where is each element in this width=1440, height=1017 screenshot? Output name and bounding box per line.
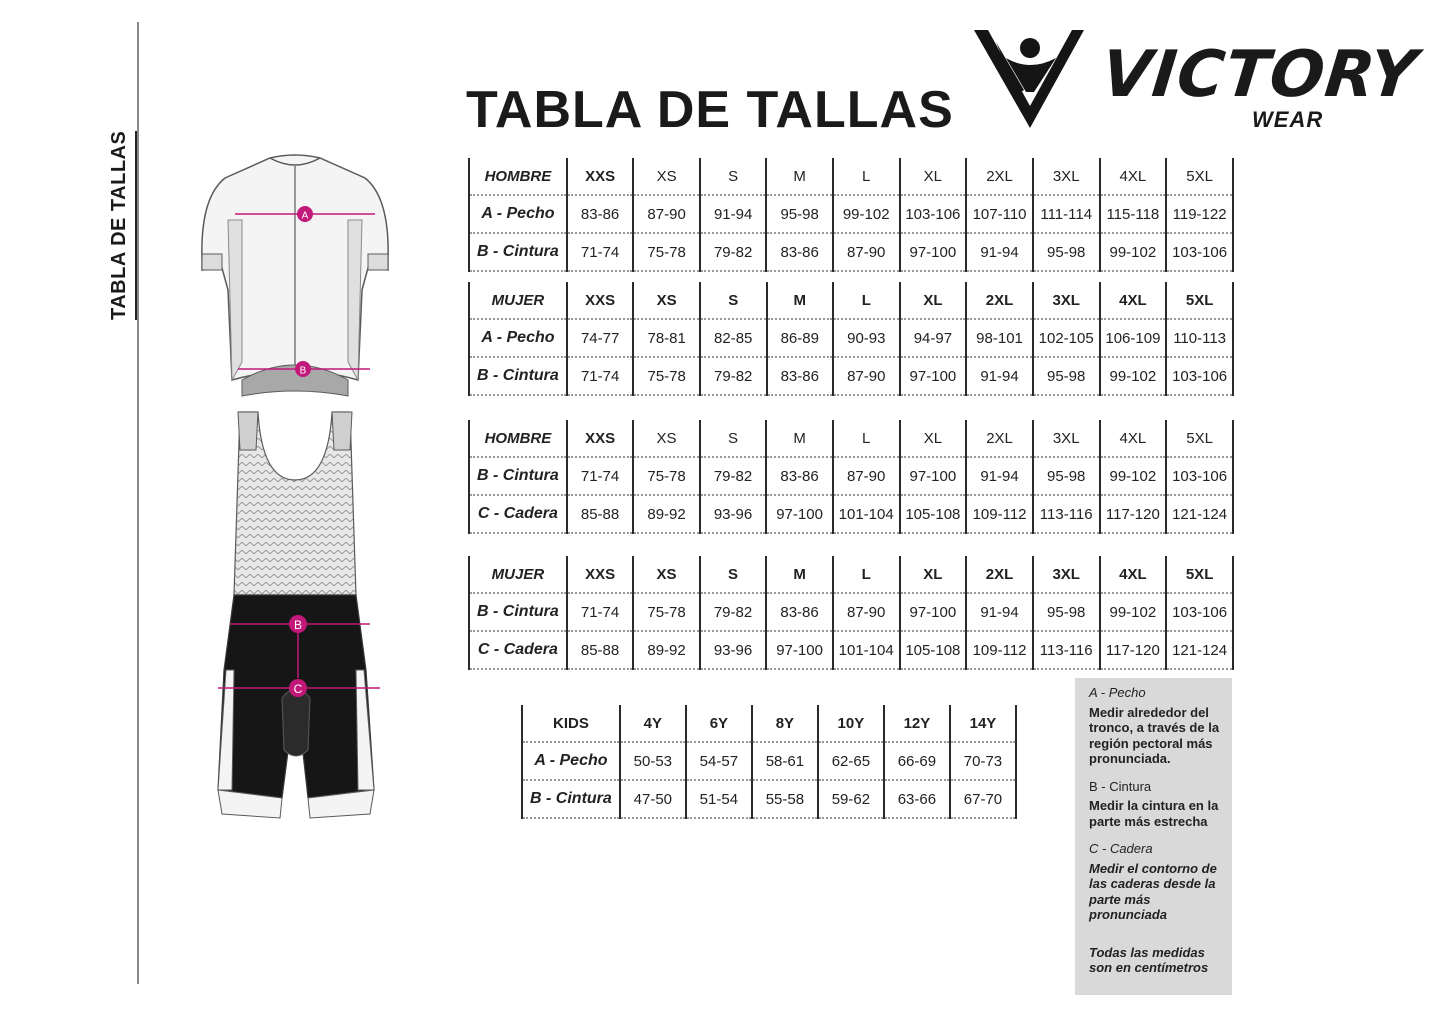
table-cell: XL: [900, 282, 967, 319]
table-cell: XL: [900, 158, 967, 195]
table-cell: 99-102: [1100, 457, 1167, 495]
table-cell: 93-96: [700, 495, 766, 533]
table-cell: XXS: [567, 420, 633, 457]
table-row: [522, 742, 1016, 780]
info-units-note: Todas las medidas son en centímetros: [1089, 944, 1209, 975]
table-cell: 78-81: [633, 319, 700, 357]
table-cell: L: [833, 158, 900, 195]
table-cell: M: [767, 282, 834, 319]
table-cell: 117-120: [1100, 631, 1167, 669]
info-pecho-heading: A - Pecho: [1089, 685, 1146, 700]
table-cell: A - Pecho: [522, 742, 620, 780]
table-cell: XS: [633, 158, 700, 195]
table-row: [469, 457, 1233, 495]
table-cell: B - Cintura: [469, 593, 567, 631]
table-cell: 83-86: [767, 357, 834, 395]
info-cintura-text: Medir la cintura en la parte más estrecha: [1089, 798, 1219, 829]
table-cell: 86-89: [767, 319, 834, 357]
table-cell: 91-94: [966, 357, 1033, 395]
table-cell: 87-90: [833, 357, 900, 395]
table-cell: 66-69: [884, 742, 950, 780]
table-cell: 71-74: [567, 457, 633, 495]
table-cell: 71-74: [567, 233, 634, 271]
table-cell: 83-86: [766, 457, 833, 495]
table-cell: 101-104: [833, 495, 900, 533]
table-cell: 103-106: [1166, 233, 1233, 271]
table-cell: 4XL: [1100, 420, 1167, 457]
table-cell: 5XL: [1166, 420, 1233, 457]
table-cell: 8Y: [752, 705, 818, 742]
table-cell: 105-108: [900, 631, 967, 669]
table-cell: 103-106: [1166, 457, 1233, 495]
table-cell: L: [833, 282, 900, 319]
hombre-jersey-table: [468, 158, 1234, 272]
table-cell: 2XL: [966, 158, 1033, 195]
table-cell: 97-100: [900, 457, 967, 495]
table-cell: 54-57: [686, 742, 752, 780]
table-cell: 47-50: [620, 780, 686, 818]
table-row: [522, 780, 1016, 818]
table-cell: 4Y: [620, 705, 686, 742]
table-cell: 59-62: [818, 780, 884, 818]
table-cell: XL: [900, 556, 967, 593]
table-row: [469, 495, 1233, 533]
info-cadera-text: Medir el contorno de las caderas desde la parte más pronunciada: [1089, 860, 1217, 922]
table-cell: XXS: [567, 158, 634, 195]
table-cell: 91-94: [966, 457, 1033, 495]
kids-table: [521, 705, 1017, 819]
table-cell: S: [700, 282, 767, 319]
table-cell: 75-78: [633, 233, 700, 271]
table-cell: 87-90: [633, 195, 700, 233]
table-cell: 12Y: [884, 705, 950, 742]
marker-b-jersey: B: [299, 365, 307, 377]
table-cell: 14Y: [950, 705, 1016, 742]
table-cell: 99-102: [1100, 233, 1167, 271]
table-cell: 2XL: [966, 420, 1033, 457]
table-cell: B - Cintura: [469, 457, 567, 495]
table-cell: 85-88: [567, 631, 633, 669]
table-cell: XS: [633, 282, 700, 319]
table-cell: 75-78: [633, 357, 700, 395]
table-cell: M: [766, 158, 833, 195]
table-cell: M: [766, 420, 833, 457]
table-cell: 93-96: [700, 631, 766, 669]
table-cell: 95-98: [766, 195, 833, 233]
table-cell: 2XL: [966, 282, 1033, 319]
table-cell: 99-102: [1100, 593, 1167, 631]
table-cell: A - Pecho: [469, 195, 567, 233]
table-row: [469, 593, 1233, 631]
table-cell: XS: [633, 556, 699, 593]
table-cell: 3XL: [1033, 158, 1100, 195]
table-cell: 87-90: [833, 233, 900, 271]
table-cell: C - Cadera: [469, 495, 567, 533]
table-cell: 87-90: [833, 593, 900, 631]
table-cell: 62-65: [818, 742, 884, 780]
table-cell: 97-100: [900, 593, 967, 631]
table-cell: 4XL: [1100, 158, 1167, 195]
marker-a-jersey: A: [301, 210, 309, 222]
table-cell: 5XL: [1166, 158, 1233, 195]
table-cell: XXS: [567, 282, 634, 319]
table-cell: 83-86: [766, 593, 833, 631]
table-cell: 106-109: [1100, 319, 1167, 357]
table-cell: 5XL: [1166, 282, 1233, 319]
table-cell: XXS: [567, 556, 633, 593]
info-pecho-text: Medir alrededor del tronco, a través de la región pectoral más pronunciada.: [1089, 704, 1220, 766]
table-cell: 89-92: [633, 631, 699, 669]
logo-subtext: WEAR: [1252, 107, 1324, 132]
table-cell: 3XL: [1033, 556, 1100, 593]
table-cell: 117-120: [1100, 495, 1167, 533]
page-title: TABLA DE TALLAS: [466, 81, 954, 139]
table-cell: 71-74: [567, 593, 633, 631]
table-cell: 5XL: [1166, 556, 1233, 593]
table-row: [469, 195, 1233, 233]
table-cell: B - Cintura: [522, 780, 620, 818]
table-cell: 94-97: [900, 319, 967, 357]
table-cell: HOMBRE: [469, 158, 567, 195]
table-cell: 97-100: [766, 631, 833, 669]
table-cell: A - Pecho: [469, 319, 567, 357]
victory-logo-icon: [972, 28, 1092, 138]
table-cell: 2XL: [966, 556, 1033, 593]
table-cell: 103-106: [1166, 357, 1233, 395]
table-cell: 85-88: [567, 495, 633, 533]
table-cell: 67-70: [950, 780, 1016, 818]
table-cell: 70-73: [950, 742, 1016, 780]
table-cell: 4XL: [1100, 282, 1167, 319]
table-cell: 83-86: [567, 195, 634, 233]
table-cell: MUJER: [469, 556, 567, 593]
table-cell: B - Cintura: [469, 357, 567, 395]
table-row: [469, 631, 1233, 669]
table-cell: XL: [900, 420, 967, 457]
table-row: [469, 233, 1233, 271]
table-cell: 79-82: [700, 457, 766, 495]
table-cell: 91-94: [966, 233, 1033, 271]
table-cell: 63-66: [884, 780, 950, 818]
table-cell: 97-100: [900, 233, 967, 271]
table-cell: 79-82: [700, 357, 767, 395]
table-cell: 99-102: [833, 195, 900, 233]
measurement-info-box: [1075, 678, 1232, 995]
table-cell: 87-90: [833, 457, 900, 495]
table-cell: 58-61: [752, 742, 818, 780]
bib-shorts-drawing: [218, 412, 380, 818]
table-cell: L: [833, 556, 900, 593]
table-cell: S: [700, 420, 766, 457]
table-cell: 83-86: [766, 233, 833, 271]
brand-logo: [972, 28, 1422, 138]
table-cell: 115-118: [1100, 195, 1167, 233]
table-cell: 95-98: [1033, 233, 1100, 271]
info-cadera-heading: C - Cadera: [1089, 841, 1153, 856]
table-cell: 71-74: [567, 357, 634, 395]
logo-wordmark: VICTORY: [1098, 38, 1422, 112]
table-cell: 82-85: [700, 319, 767, 357]
table-cell: 121-124: [1166, 495, 1233, 533]
table-cell: 10Y: [818, 705, 884, 742]
table-cell: 89-92: [633, 495, 699, 533]
table-cell: 99-102: [1100, 357, 1167, 395]
table-cell: 55-58: [752, 780, 818, 818]
mujer-shorts-table: [468, 556, 1234, 670]
table-cell: M: [766, 556, 833, 593]
marker-b-shorts: B: [293, 618, 303, 632]
table-cell: 98-101: [966, 319, 1033, 357]
table-header-row: [469, 282, 1233, 319]
table-cell: 79-82: [700, 593, 766, 631]
table-cell: 102-105: [1033, 319, 1100, 357]
table-cell: L: [833, 420, 900, 457]
table-cell: 3XL: [1033, 282, 1100, 319]
hombre-shorts-table: [468, 420, 1234, 534]
table-cell: 103-106: [1166, 593, 1233, 631]
table-cell: 3XL: [1033, 420, 1100, 457]
table-cell: 4XL: [1100, 556, 1167, 593]
table-cell: 119-122: [1166, 195, 1233, 233]
table-cell: 95-98: [1033, 593, 1100, 631]
table-cell: 95-98: [1033, 357, 1100, 395]
info-cintura-heading: B - Cintura: [1089, 778, 1152, 794]
table-cell: 105-108: [900, 495, 967, 533]
table-cell: 75-78: [633, 593, 699, 631]
table-header-row: [522, 705, 1016, 742]
table-cell: KIDS: [522, 705, 620, 742]
table-cell: S: [700, 556, 766, 593]
table-cell: 111-114: [1033, 195, 1100, 233]
table-cell: 101-104: [833, 631, 900, 669]
table-cell: 51-54: [686, 780, 752, 818]
table-cell: 50-53: [620, 742, 686, 780]
garment-illustration: [190, 150, 400, 840]
table-row: [469, 357, 1233, 395]
table-cell: 91-94: [700, 195, 767, 233]
table-cell: 91-94: [966, 593, 1033, 631]
table-cell: HOMBRE: [469, 420, 567, 457]
table-cell: 107-110: [966, 195, 1033, 233]
table-cell: 97-100: [900, 357, 967, 395]
jersey-drawing: [202, 155, 388, 396]
table-cell: 121-124: [1166, 631, 1233, 669]
side-divider: [137, 22, 139, 984]
table-cell: 113-116: [1033, 631, 1100, 669]
table-cell: 113-116: [1033, 495, 1100, 533]
table-cell: 95-98: [1033, 457, 1100, 495]
table-cell: 90-93: [833, 319, 900, 357]
table-cell: 109-112: [966, 495, 1033, 533]
side-title: TABLA DE TALLAS: [108, 131, 137, 320]
marker-c-shorts: C: [293, 682, 303, 696]
table-cell: 110-113: [1166, 319, 1233, 357]
table-cell: 103-106: [900, 195, 967, 233]
table-cell: B - Cintura: [469, 233, 567, 271]
table-header-row: [469, 556, 1233, 593]
table-cell: S: [700, 158, 767, 195]
table-cell: 74-77: [567, 319, 634, 357]
table-cell: 97-100: [766, 495, 833, 533]
table-cell: 109-112: [966, 631, 1033, 669]
table-cell: 79-82: [700, 233, 767, 271]
table-cell: MUJER: [469, 282, 567, 319]
table-header-row: [469, 420, 1233, 457]
table-cell: 75-78: [633, 457, 699, 495]
table-cell: 6Y: [686, 705, 752, 742]
table-cell: C - Cadera: [469, 631, 567, 669]
table-cell: XS: [633, 420, 699, 457]
table-row: [469, 319, 1233, 357]
table-header-row: [469, 158, 1233, 195]
mujer-jersey-table: [468, 282, 1234, 396]
